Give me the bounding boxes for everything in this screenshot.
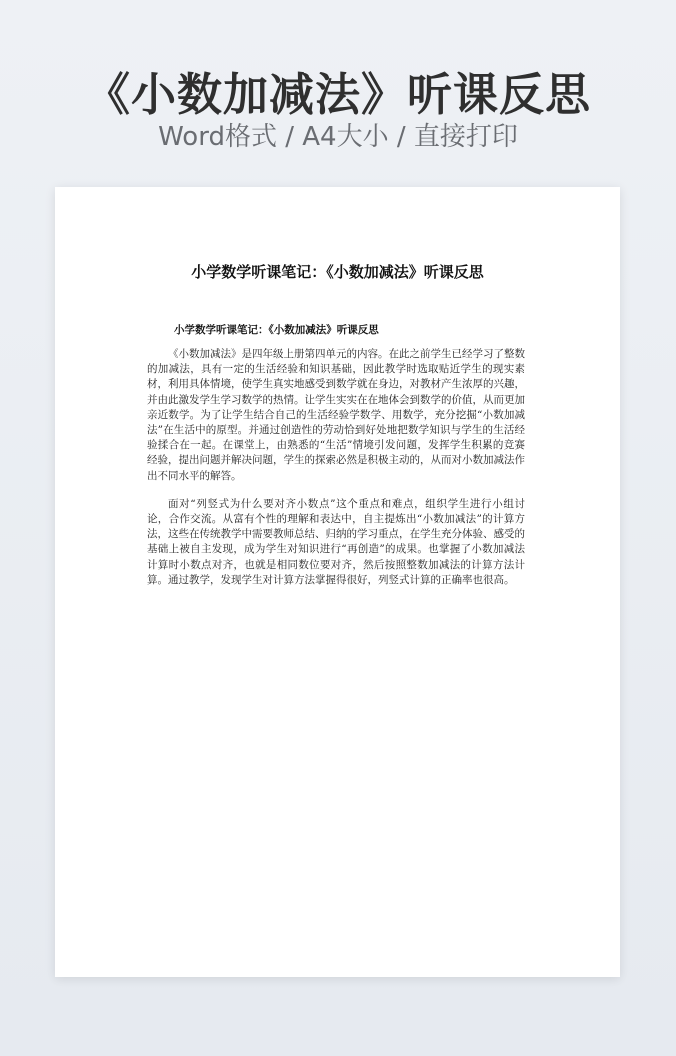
paragraph: 《小数加减法》是四年级上册第四单元的内容。在此之前学生已经学习了整数的加减法，具有一定的生活经验和知识基础，因此教学时选取贴近学生的现实素材，利用具体情境，使学生真实地感受到数学就在身边，对教材产生浓厚的兴趣，并由此激发学生学习数学的热情。让学生实实在在地体会到数学的价值，从而更加亲近数学。为了让学生结合自己的生活经验学数学、用数学，充分挖掘“小数加减法”在生活中的原型。并通过创造性的劳动恰到好处地把数学知识与学生的生活经验揉合在一起。在课堂上，由熟悉的“生活”情境引发问题，发挥学生积累的竞赛经验，提出问题并解决问题，学生的探索必然是积极主动的，从而对小数加减法作出不同水平的解答。 — [147, 348, 525, 482]
page-title: 《小数加减法》听课反思 — [84, 68, 591, 121]
document-heading: 小学数学听课笔记：《小数加减法》听课反思 — [174, 324, 379, 336]
paragraph: 面对“列竖式为什么要对齐小数点”这个重点和难点，组织学生进行小组讨论，合作交流。从富有个性的理解和表达中，自主提炼出“小数加减法”的计算方法，这些在传统教学中需要教师总结、归纳的学习重点，在学生充分体验、感受的基础上被自主发现，成为学生对知识进行“再创造”的成果。也掌握了小数加减法计算时小数点对齐，也就是相同数位要对齐，然后按照整数加减法的计算方法计算。通过教学，发现学生对计算方法掌握得很好，列竖式计算的正确率也很高。 — [147, 497, 525, 586]
document-body — [147, 347, 525, 601]
document-page — [55, 187, 620, 977]
page-subtitle: Word格式 / A4大小 / 直接打印 — [158, 122, 518, 152]
document-title: 小学数学听课笔记：《小数加减法》听课反思 — [191, 263, 484, 281]
